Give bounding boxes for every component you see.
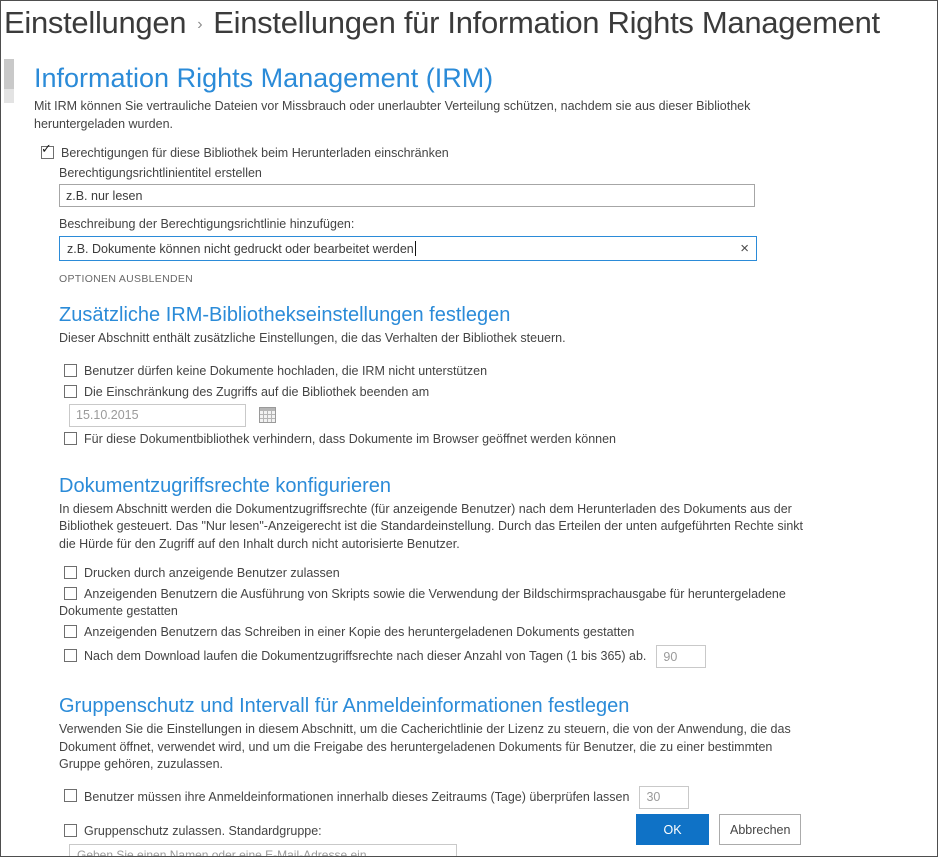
library-settings-options (59, 363, 937, 448)
default-group-input[interactable] (69, 844, 457, 857)
allow-group-protection-checkbox[interactable] (64, 824, 77, 837)
library-settings-heading: Zusätzliche IRM-Bibliothekseinstellungen festlegen (59, 304, 511, 326)
verify-credentials-checkbox[interactable] (64, 789, 77, 802)
ok-button[interactable]: OK (636, 814, 709, 845)
default-group-field (64, 840, 937, 857)
intro-line: Mit IRM können Sie vertrauliche Dateien vor Missbrauch oder unerlaubter Verteilung schützen, nachdem sie aus dieser Bibliothek (34, 99, 751, 113)
no-unsupported-docs-checkbox[interactable] (64, 364, 77, 377)
prevent-browser-open-row (64, 431, 937, 448)
document-access-description: In diesem Abschnitt werden die Dokumentzugriffsrechte (für anzeigende Benutzer) nach dem Herunterladen des Dokuments aus der Bibliothek gesteuert. Das "Nur lesen"-Anzeigerecht ist die Standardeinstellung. Durch das Erteilen der unten aufgeführten Rechte sinkt die Hürde für den Zugriff auf den Inhalt durch nicht autorisierte Benutzer. (59, 501, 804, 551)
settings-form (34, 63, 937, 857)
rights-expire-label: Nach dem Download laufen die Dokumentzugriffsrechte nach dieser Anzahl von Tagen (1 bis 365) ab. (84, 648, 647, 663)
no-unsupported-docs-label: Benutzer dürfen keine Dokumente hochladen, die IRM nicht unterstützen (84, 363, 488, 378)
rights-expire-days-input[interactable] (656, 645, 706, 668)
clear-input-icon[interactable]: × (740, 240, 749, 257)
restrict-permissions-checkbox[interactable] (41, 141, 54, 159)
page-intro (34, 98, 937, 133)
policy-description-input[interactable] (59, 236, 757, 261)
verify-credentials-row (64, 786, 937, 809)
allow-write-copy-checkbox[interactable] (64, 625, 77, 638)
document-access-options (59, 565, 937, 668)
prevent-browser-open-label: Für diese Dokumentbibliothek verhindern, dass Dokumente im Browser geöffnet werden können (84, 431, 617, 446)
cancel-button[interactable]: Abbrechen (719, 814, 801, 845)
intro-line: heruntergeladen wurden. (34, 116, 173, 131)
section-group-protection (34, 694, 937, 857)
text-caret (415, 241, 416, 256)
allow-group-protection-row (64, 823, 937, 840)
no-unsupported-docs-row (64, 363, 937, 380)
allow-print-row (64, 565, 937, 582)
document-access-heading: Dokumentzugriffsrechte konfigurieren (59, 474, 392, 497)
allow-print-label: Drucken durch anzeigende Benutzer zulassen (84, 566, 340, 580)
calendar-icon[interactable] (259, 407, 276, 423)
restriction-end-date-input[interactable] (69, 404, 246, 427)
section-library-settings (34, 303, 937, 448)
policy-title-input[interactable] (59, 184, 755, 207)
verify-credentials-label: Benutzer müssen ihre Anmeldeinformationen innerhalb dieses Zeitraums (Tage) überprüfen lassen (84, 789, 630, 804)
policy-description-label: Beschreibung der Berechtigungsrichtlinie hinzufügen: (59, 217, 355, 231)
restrict-permissions-row (41, 141, 937, 162)
verify-credentials-days-input[interactable] (639, 786, 689, 809)
checkmark-icon: ✓ (41, 141, 52, 156)
policy-fields (59, 165, 937, 285)
allow-write-copy-row (64, 624, 937, 641)
allow-script-label-line1: Anzeigenden Benutzern die Ausführung von Skripts sowie die Verwendung der Bildschirmsprachausgabe für heruntergeladene (84, 587, 786, 601)
restriction-end-date-row (69, 404, 937, 427)
hide-options-link[interactable]: OPTIONEN AUSBLENDEN (59, 273, 194, 285)
group-protection-description: Verwenden Sie die Einstellungen in diesem Abschnitt, um die Cacherichtlinie der Lizenz zu steuern, die von der Anwendung, die das Dokument öffnet, verwendet wird, und um die Freigabe des heruntergeladenen Dokuments für Benutzer, die zu einer bestimmten Gruppe gehören, zuzulassen. (59, 722, 791, 771)
allow-script-label-line2: Dokumente gestatten (59, 604, 178, 618)
restrict-permissions-label: Berechtigungen für diese Bibliothek beim Herunterladen einschränken (61, 146, 449, 160)
page-title: Information Rights Management (IRM) (34, 63, 494, 93)
breadcrumb-settings-link[interactable]: Einstellungen (4, 5, 187, 40)
allow-script-checkbox[interactable] (64, 587, 77, 600)
group-protection-heading: Gruppenschutz und Intervall für Anmeldeinformationen festlegen (59, 695, 630, 717)
group-protection-options (59, 786, 937, 857)
breadcrumb-current-page: Einstellungen für Information Rights Management (213, 5, 880, 40)
rights-expire-row (64, 645, 937, 668)
policy-title-label: Berechtigungsrichtlinientitel erstellen (59, 166, 262, 180)
library-settings-description: Dieser Abschnitt enthält zusätzliche Einstellungen, die das Verhalten der Bibliothek steuern. (59, 331, 566, 345)
rights-expire-checkbox[interactable] (64, 649, 77, 662)
footer-buttons (636, 814, 801, 845)
stop-restriction-row (64, 384, 937, 401)
allow-group-protection-label: Gruppenschutz zulassen. Standardgruppe: (84, 823, 322, 838)
allow-script-row (64, 586, 937, 603)
scrollbar-thumb[interactable] (4, 59, 14, 103)
stop-restriction-checkbox[interactable] (64, 385, 77, 398)
breadcrumb-separator-icon: › (197, 16, 203, 33)
breadcrumb (1, 1, 937, 41)
section-document-access (34, 474, 937, 669)
policy-description-value: z.B. Dokumente können nicht gedruckt oder bearbeitet werden (67, 241, 414, 256)
allow-print-checkbox[interactable] (64, 566, 77, 579)
stop-restriction-label: Die Einschränkung des Zugriffs auf die Bibliothek beenden am (84, 384, 430, 399)
prevent-browser-open-checkbox[interactable] (64, 432, 77, 445)
allow-write-copy-label: Anzeigenden Benutzern das Schreiben in einer Kopie des heruntergeladenen Dokuments gestatten (84, 625, 635, 639)
